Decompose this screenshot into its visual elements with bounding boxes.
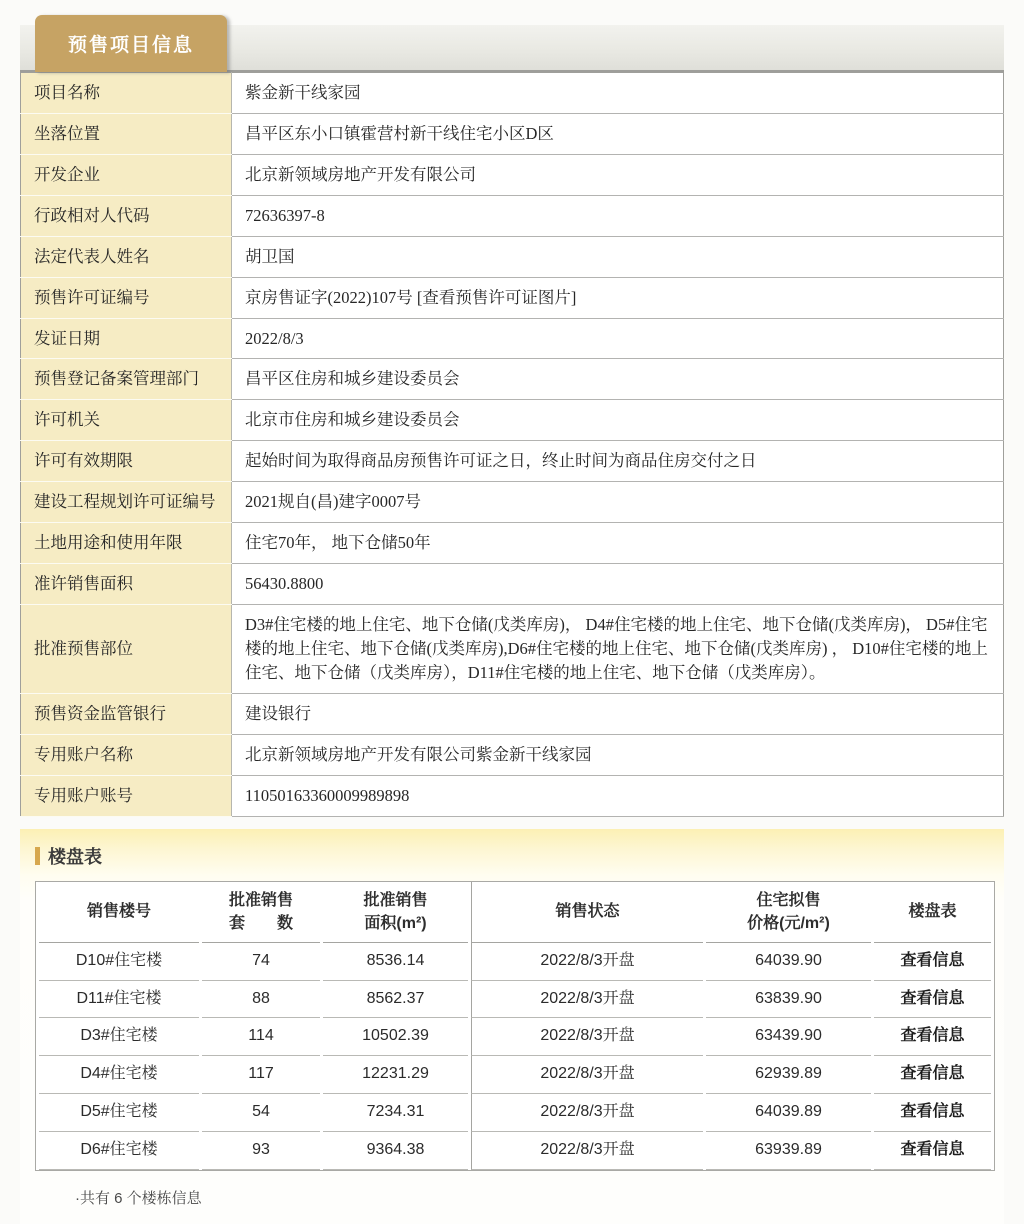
tab-presale-project-info[interactable] [35, 15, 227, 72]
building-cell-price: 63439.90 [706, 1018, 871, 1056]
section-title-row [20, 843, 1004, 869]
building-cell-units: 93 [202, 1132, 320, 1170]
info-row-value-text: 11050163360009989898 [245, 785, 410, 805]
info-row-value-text: 昌平区东小口镇霍营村新干线住宅小区D区 [245, 123, 554, 143]
header-line: 批准销售 [363, 891, 428, 909]
info-row-value-text: 北京市住房和城乡建设委员会 [245, 410, 460, 430]
info-row-label: 土地用途和使用年限 [21, 523, 232, 564]
building-header-row [39, 882, 991, 943]
info-row-value-text: 2021规自(昌)建字0007号 [245, 492, 421, 512]
building-cell-number: D6#住宅楼 [39, 1132, 199, 1170]
info-table-row [21, 73, 1004, 114]
building-cell-units: 74 [202, 943, 320, 981]
building-cell-area: 12231.29 [323, 1056, 468, 1094]
info-table-row [21, 113, 1004, 154]
building-cell-status: 2022/8/3开盘 [471, 1094, 703, 1132]
info-row-value [232, 195, 1004, 236]
info-row-label: 发证日期 [21, 318, 232, 359]
info-table-row [21, 564, 1004, 605]
building-cell-number: D11#住宅楼 [39, 981, 199, 1019]
building-cell-action [874, 943, 991, 981]
view-info-link[interactable]: 查看信息 [900, 1027, 965, 1045]
building-cell-number: D5#住宅楼 [39, 1094, 199, 1132]
header-line: 住宅拟售 [756, 891, 821, 909]
header-line: 价格(元/m²) [747, 914, 830, 932]
info-row-value-text: 北京新领域房地产开发有限公司 [245, 164, 476, 184]
info-table-row [21, 400, 1004, 441]
building-table [35, 881, 995, 1171]
info-row-value [232, 564, 1004, 605]
header-line: 面积(m²) [364, 914, 427, 932]
building-cell-units: 54 [202, 1094, 320, 1132]
info-table-row [21, 604, 1004, 693]
building-cell-area: 9364.38 [323, 1132, 468, 1170]
building-cell-price: 62939.89 [706, 1056, 871, 1094]
building-cell-units: 114 [202, 1018, 320, 1056]
info-row-value-text: 紫金新干线家园 [245, 83, 361, 102]
building-cell-units: 117 [202, 1056, 320, 1094]
building-cell-price: 64039.90 [706, 943, 871, 981]
info-row-value [232, 604, 1004, 693]
info-row-value [232, 113, 1004, 154]
info-row-value [232, 400, 1004, 441]
building-list-section [20, 829, 1004, 1224]
header-building-list [874, 882, 991, 943]
header-line: 楼盘表 [908, 903, 957, 921]
info-row-value-text: 住宅70年， 地下仓储50年 [245, 533, 431, 553]
view-info-link[interactable]: 查看信息 [900, 1103, 965, 1121]
info-row-value [232, 734, 1004, 775]
building-cell-status: 2022/8/3开盘 [471, 981, 703, 1019]
section-title: 楼盘表 [48, 846, 102, 867]
building-table-row [39, 1132, 991, 1170]
header-line: 套 数 [228, 914, 293, 932]
info-row-label: 建设工程规划许可证编号 [21, 482, 232, 523]
info-row-value-text: 72636397-8 [245, 205, 325, 225]
header-approved-area [323, 882, 468, 943]
info-row-label: 坐落位置 [21, 113, 232, 154]
info-row-label: 准许销售面积 [21, 564, 232, 605]
info-row-value [232, 523, 1004, 564]
info-table-row [21, 734, 1004, 775]
info-row-value-text: 起始时间为取得商品房预售许可证之日，终止时间为商品住房交付之日 [245, 451, 757, 471]
building-cell-price: 63939.89 [706, 1132, 871, 1170]
license-image-link[interactable]: [查看预售许可证图片] [412, 287, 577, 307]
building-table-row [39, 1094, 991, 1132]
info-table-row [21, 523, 1004, 564]
info-row-value-text: 胡卫国 [245, 246, 295, 266]
info-row-value-text: 京房售证字(2022)107号 [245, 287, 413, 307]
building-table-row [39, 943, 991, 981]
info-table-row [21, 693, 1004, 734]
header-planned-price [706, 882, 871, 943]
presale-info-table [20, 72, 1004, 817]
info-row-value-text: 北京新领域房地产开发有限公司紫金新干线家园 [245, 744, 592, 764]
tab-label: 预售项目信息 [67, 35, 194, 56]
building-cell-action [874, 1056, 991, 1094]
info-row-label: 预售许可证编号 [21, 277, 232, 318]
info-row-value [232, 277, 1004, 318]
info-row-label: 批准预售部位 [21, 604, 232, 693]
info-row-value-text: 2022/8/3 [245, 328, 304, 348]
building-cell-action [874, 981, 991, 1019]
building-table-row [39, 1056, 991, 1094]
info-row-label: 开发企业 [21, 154, 232, 195]
header-line: 批准销售 [228, 891, 293, 909]
building-cell-number: D3#住宅楼 [39, 1018, 199, 1056]
building-cell-status: 2022/8/3开盘 [471, 1056, 703, 1094]
info-row-value [232, 318, 1004, 359]
view-info-link[interactable]: 查看信息 [900, 1065, 965, 1083]
info-row-label: 许可有效期限 [21, 441, 232, 482]
view-info-link[interactable]: 查看信息 [900, 1140, 965, 1158]
info-table-row [21, 482, 1004, 523]
header-building-number [39, 882, 199, 943]
building-count-note: ·共有 6 个楼栋信息 [75, 1189, 202, 1207]
building-cell-number: D4#住宅楼 [39, 1056, 199, 1094]
info-row-value [232, 482, 1004, 523]
info-row-value [232, 359, 1004, 400]
info-row-label: 法定代表人姓名 [21, 236, 232, 277]
info-row-label: 专用账户账号 [21, 775, 232, 816]
building-table-row [39, 1018, 991, 1056]
info-row-value [232, 73, 1004, 114]
tab-bar [20, 25, 1004, 72]
info-row-value-text: D3#住宅楼的地上住宅、地下仓储(戊类库房)， D4#住宅楼的地上住宅、地下仓储(戊类库房)， D5#住宅楼的地上住宅、地下仓储(戊类库房),D6#住宅楼的地上住宅、地下仓储(戊类库房) ， D10#住宅楼的地上住宅、地下仓储（戊类库房），D11#住宅楼的地上住宅、地下仓储（戊类库房）。 [245, 614, 988, 682]
building-cell-number: D10#住宅楼 [39, 943, 199, 981]
info-table-row [21, 236, 1004, 277]
info-table-row [21, 154, 1004, 195]
info-row-value [232, 154, 1004, 195]
building-cell-area: 8562.37 [323, 981, 468, 1019]
view-info-link[interactable]: 查看信息 [900, 989, 965, 1007]
building-table-row [39, 981, 991, 1019]
building-table-head [39, 882, 991, 943]
info-row-value [232, 236, 1004, 277]
info-table-row [21, 775, 1004, 816]
info-row-label: 预售资金监管银行 [21, 693, 232, 734]
section-accent-bar [35, 847, 40, 865]
info-row-value [232, 693, 1004, 734]
info-row-value-text: 昌平区住房和城乡建设委员会 [245, 369, 460, 389]
building-cell-price: 63839.90 [706, 981, 871, 1019]
page-container [0, 25, 1024, 1224]
building-cell-status: 2022/8/3开盘 [471, 1018, 703, 1056]
info-table-row [21, 441, 1004, 482]
info-row-value-text: 56430.8800 [245, 574, 324, 594]
info-table-row [21, 359, 1004, 400]
building-cell-price: 64039.89 [706, 1094, 871, 1132]
info-table-row [21, 277, 1004, 318]
building-cell-units: 88 [202, 981, 320, 1019]
info-row-label: 专用账户名称 [21, 734, 232, 775]
view-info-link[interactable]: 查看信息 [900, 951, 965, 969]
building-cell-area: 10502.39 [323, 1018, 468, 1056]
info-row-label: 行政相对人代码 [21, 195, 232, 236]
info-row-value [232, 441, 1004, 482]
header-line: 销售状态 [555, 903, 620, 921]
building-cell-action [874, 1132, 991, 1170]
building-table-body [39, 943, 991, 1170]
header-line: 销售楼号 [86, 903, 151, 921]
building-cell-action [874, 1094, 991, 1132]
building-cell-status: 2022/8/3开盘 [471, 943, 703, 981]
info-row-label: 预售登记备案管理部门 [21, 359, 232, 400]
header-approved-units [202, 882, 320, 943]
info-table-row [21, 195, 1004, 236]
info-row-label: 许可机关 [21, 400, 232, 441]
info-row-value [232, 775, 1004, 816]
building-cell-area: 7234.31 [323, 1094, 468, 1132]
building-cell-action [874, 1018, 991, 1056]
building-cell-status: 2022/8/3开盘 [471, 1132, 703, 1170]
header-sales-status [471, 882, 703, 943]
info-table-body [21, 73, 1004, 817]
info-table-row [21, 318, 1004, 359]
info-row-label: 项目名称 [21, 73, 232, 114]
info-row-value-text: 建设银行 [245, 703, 311, 723]
building-cell-area: 8536.14 [323, 943, 468, 981]
